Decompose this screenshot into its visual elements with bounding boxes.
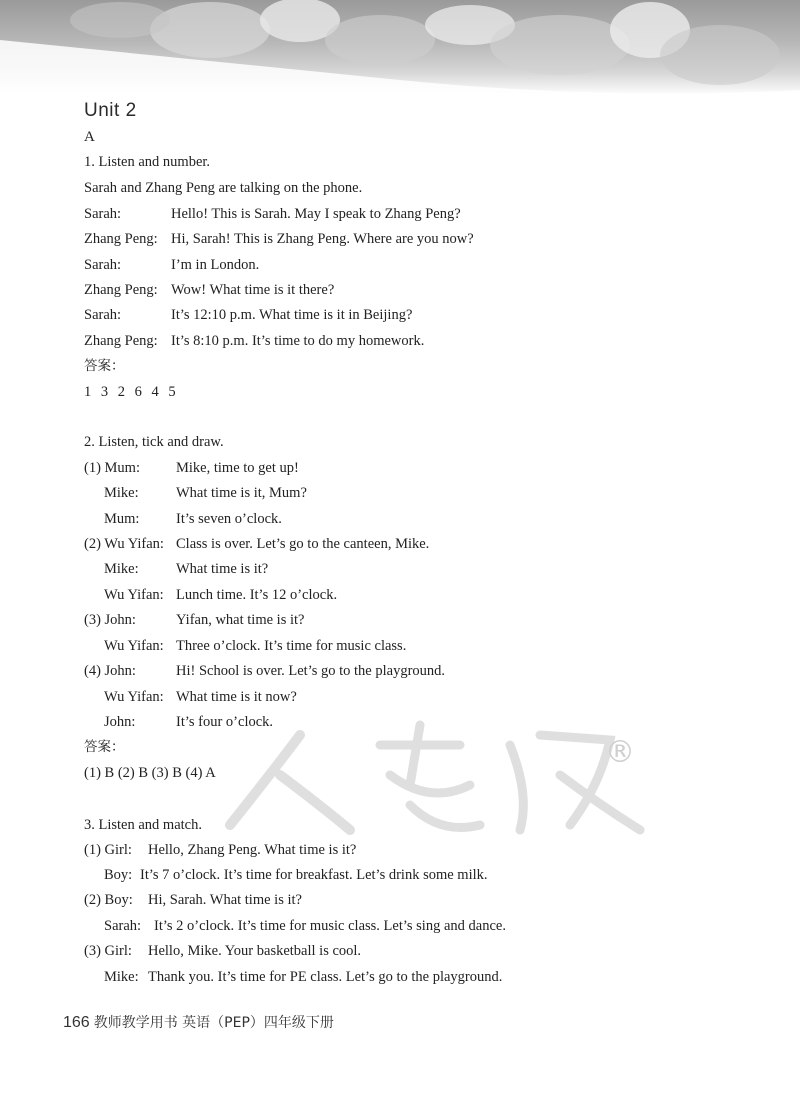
page-footer bbox=[63, 1012, 334, 1032]
speaker-label: Wu Yifan: bbox=[104, 638, 164, 654]
speaker-label: (4) John: bbox=[84, 663, 136, 679]
speaker-label: Mike: bbox=[104, 969, 139, 985]
dialogue-text: Three o’clock. It’s time for music class. bbox=[176, 638, 407, 654]
speaker-label: Mum: bbox=[104, 511, 140, 527]
speaker-label: Zhang Peng: bbox=[84, 231, 158, 247]
dialogue-text: It’s seven o’clock. bbox=[176, 511, 282, 527]
page-number: 166 bbox=[63, 1014, 90, 1031]
dialogue-text: Mike, time to get up! bbox=[176, 460, 299, 476]
dialogue-text: Wow! What time is it there? bbox=[171, 282, 335, 298]
dialogue-text: Hi! School is over. Let’s go to the playground. bbox=[176, 663, 446, 679]
dialogue-text: Hello! This is Sarah. May I speak to Zhang Peng? bbox=[171, 206, 461, 222]
ex1-answer: 1 3 2 6 4 5 bbox=[84, 384, 179, 400]
ex1-intro: Sarah and Zhang Peng are talking on the phone. bbox=[84, 180, 363, 196]
ex2-heading: 2. Listen, tick and draw. bbox=[84, 434, 224, 450]
dialogue-text: I’m in London. bbox=[171, 257, 260, 273]
ex3-heading: 3. Listen and match. bbox=[84, 817, 202, 833]
speaker-label: Sarah: bbox=[84, 307, 122, 323]
unit-title: Unit 2 bbox=[84, 100, 137, 121]
ex1-heading: 1. Listen and number. bbox=[84, 154, 211, 170]
ex2-answer-label: 答案： bbox=[84, 739, 125, 755]
speaker-label: Zhang Peng: bbox=[84, 333, 158, 349]
speaker-label: (3) John: bbox=[84, 612, 136, 628]
dialogue-text: It’s 12:10 p.m. What time is it in Beijing? bbox=[171, 307, 413, 323]
speaker-label: Sarah: bbox=[84, 206, 122, 222]
section-letter: A bbox=[84, 129, 95, 145]
dialogue-text: Hi, Sarah. What time is it? bbox=[148, 892, 302, 908]
speaker-label: (1) Mum: bbox=[84, 460, 140, 476]
dialogue-text: Hello, Zhang Peng. What time is it? bbox=[148, 842, 357, 858]
dialogue-text: Yifan, what time is it? bbox=[176, 612, 305, 628]
speaker-label: (1) Girl: bbox=[84, 842, 132, 858]
speaker-label: (3) Girl: bbox=[84, 943, 132, 959]
registered-mark: ® bbox=[605, 735, 635, 770]
speaker-label: Boy: bbox=[104, 867, 133, 883]
speaker-label: Zhang Peng: bbox=[84, 282, 158, 298]
speaker-label: Mike: bbox=[104, 561, 139, 577]
speaker-label: Mike: bbox=[104, 485, 139, 501]
book-title: 教师教学用书 英语（PEP）四年级下册 bbox=[93, 1015, 334, 1031]
speaker-label: Wu Yifan: bbox=[104, 587, 164, 603]
header-banner bbox=[0, 0, 800, 96]
speaker-label: John: bbox=[104, 714, 136, 730]
dialogue-text: Class is over. Let’s go to the canteen, Mike. bbox=[176, 536, 430, 552]
dialogue-text: What time is it, Mum? bbox=[176, 485, 307, 501]
ex1-answer-label: 答案： bbox=[84, 358, 125, 374]
dialogue-text: It’s 7 o’clock. It’s time for breakfast. Let’s drink some milk. bbox=[140, 867, 488, 883]
publisher-watermark bbox=[210, 715, 670, 845]
dialogue-text: What time is it now? bbox=[176, 689, 297, 705]
speaker-label: (2) Wu Yifan: bbox=[84, 536, 164, 552]
dialogue-text: It’s four o’clock. bbox=[176, 714, 274, 730]
dialogue-text: Lunch time. It’s 12 o’clock. bbox=[176, 587, 338, 603]
dialogue-text: What time is it? bbox=[176, 561, 269, 577]
dialogue-text: It’s 2 o’clock. It’s time for music class. Let’s sing and dance. bbox=[154, 918, 506, 934]
dialogue-text: Thank you. It’s time for PE class. Let’s go to the playground. bbox=[148, 969, 503, 985]
dialogue-text: Hello, Mike. Your basketball is cool. bbox=[148, 943, 362, 959]
floral-pattern-decoration bbox=[0, 0, 800, 96]
dialogue-text: Hi, Sarah! This is Zhang Peng. Where are you now? bbox=[171, 231, 474, 247]
speaker-label: Sarah: bbox=[104, 918, 142, 934]
speaker-label: Wu Yifan: bbox=[104, 689, 164, 705]
speaker-label: Sarah: bbox=[84, 257, 122, 273]
dialogue-text: It’s 8:10 p.m. It’s time to do my homework. bbox=[171, 333, 425, 349]
speaker-label: (2) Boy: bbox=[84, 892, 133, 908]
ex2-answer: (1) B (2) B (3) B (4) A bbox=[84, 765, 216, 781]
